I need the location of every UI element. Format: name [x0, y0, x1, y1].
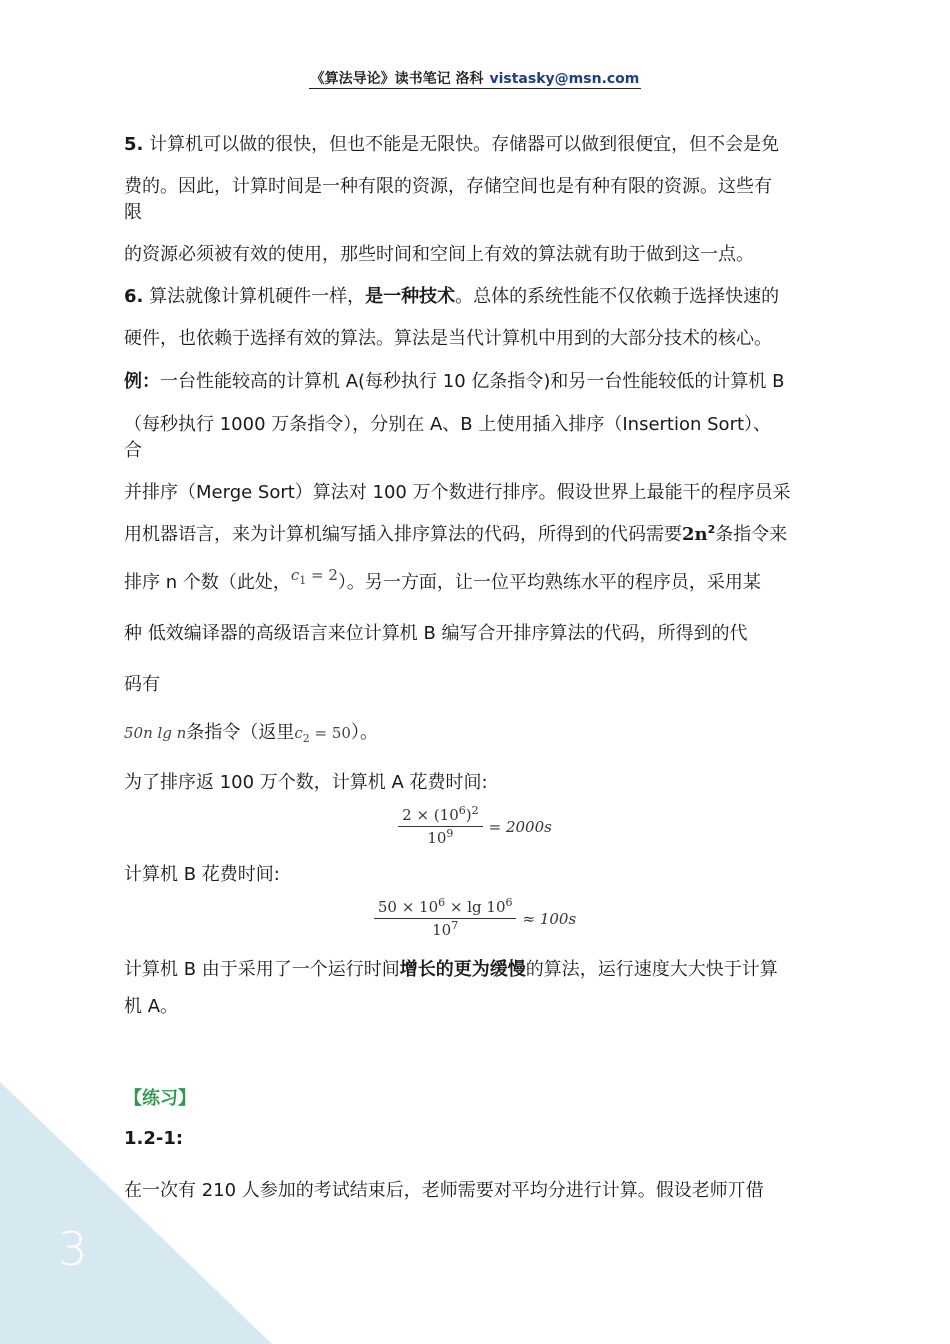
- exercise-label: 【练习】: [124, 1088, 196, 1109]
- page-header: [0, 68, 950, 88]
- text-line: 例：一台性能较高的计算机 A(每秒执行 10 亿条指令)和另一台性能较低的计算机 B: [124, 371, 785, 392]
- exercise-number: 1.2-1:: [124, 1128, 184, 1149]
- text-line: 用机器语言，来为计算机编写插入排序算法的代码，所得到的代码需要$2n^2$条指令来: [124, 523, 788, 545]
- text-line: 硬件，也依赖于选择有效的算法。算法是当代计算机中用到的大部分技术的核心。: [124, 328, 772, 349]
- formula-time-b: $\frac{50 \times 10^6 \times \lg 10^6}{10^7}$ ≈ 100s: [0, 898, 950, 939]
- text-line: 码有: [124, 674, 160, 695]
- text-line: 排序 n 个数（此处，$^{c_1 = 2}$）。另一方面，让一位平均熟练水平的程序员，采用某: [124, 566, 761, 593]
- text-line: 50n lg n条指令（返里$c_2 = 50$）。: [124, 722, 378, 745]
- text-line: 种 低效编译器的高级语言来位计算机 B 编写合开排序算法的代码，所得到的代: [124, 623, 748, 644]
- text-line: 计算机 B 由于采用了一个运行时间增长的更为缓慢的算法，运行速度大大快于计算: [124, 959, 778, 980]
- text-line: 在一次有 210 人参加的考试结束后，老师需要对平均分进行计算。假设老师丌借: [124, 1180, 764, 1201]
- formula-time-a: $\frac{2 \times (10^6)^2}{10^9}$ = 2000s: [0, 806, 950, 847]
- text-line: 费的。因此，计算时间是一种有限的资源，存储空间也是有种有限的资源。这些有: [124, 176, 772, 197]
- text-line: 5. 计算机可以做的很快，但也不能是无限快。存储器可以做到很便宜，但不会是免: [124, 134, 780, 155]
- text-line: 并排序（Merge Sort）算法对 100 万个数进行排序。假设世界上最能干的程序员采: [124, 482, 791, 503]
- text-line: 为了排序返 100 万个数，计算机 A 花费时间:: [124, 772, 488, 793]
- text-line: 计算机 B 花费时间:: [124, 864, 280, 885]
- text-line: 6. 算法就像计算机硬件一样，是一种技术。总体的系统性能不仅依赖于选择快速的: [124, 286, 780, 307]
- text-line: （每秒执行 1000 万条指令），分别在 A、B 上使用插入排序（Insertion Sort）、: [124, 414, 772, 435]
- text-line: 的资源必须被有效的使用，那些时间和空间上有效的算法就有助于做到这一点。: [124, 244, 754, 265]
- page-number: 3: [58, 1222, 88, 1276]
- text-line: 机 A。: [124, 996, 179, 1017]
- text-line: 限: [124, 202, 142, 223]
- corner-decoration: [0, 1082, 272, 1344]
- text-line: 合: [124, 440, 142, 461]
- header-email[interactable]: vistasky@msn.com: [489, 71, 640, 87]
- header-title: 《算法导论》读书笔记 洛科: [310, 71, 484, 87]
